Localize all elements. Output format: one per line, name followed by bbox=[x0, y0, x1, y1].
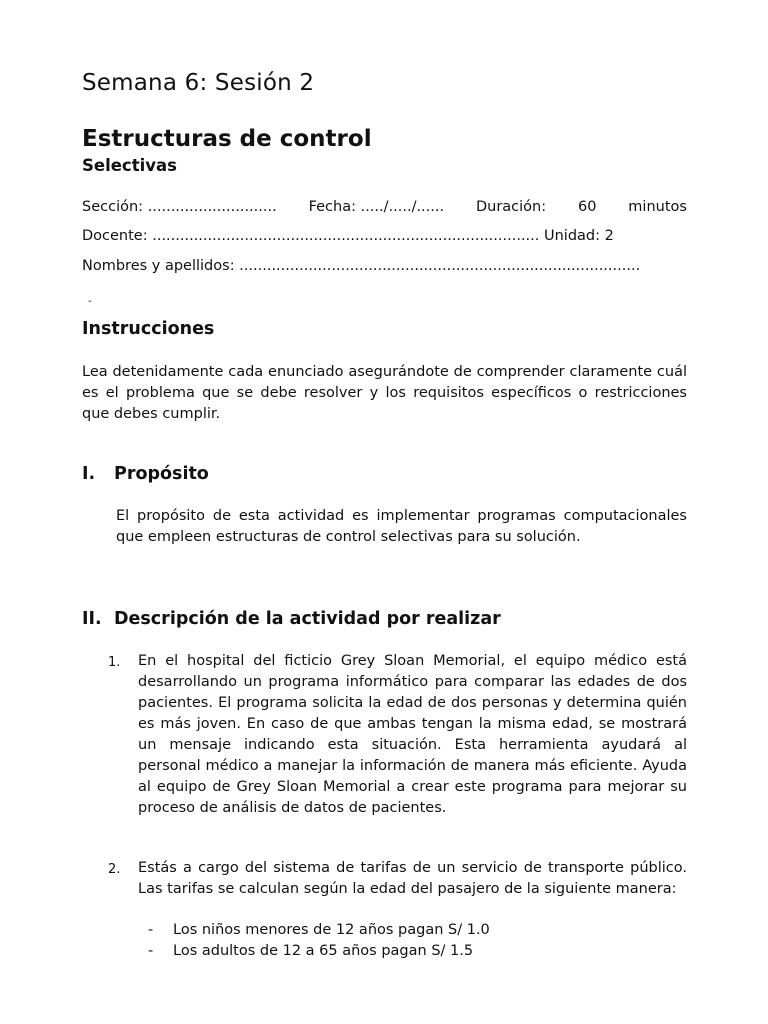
section-title: Descripción de la actividad por realizar bbox=[114, 609, 501, 629]
section-number: II. bbox=[82, 609, 102, 629]
instructions-heading: Instrucciones bbox=[82, 319, 215, 339]
document-title: Estructuras de control bbox=[82, 126, 372, 152]
list-item-text: Estás a cargo del sistema de tarifas de un servicio de transporte público. Las tarifas se calculan según la edad del pasajero de la siguiente manera: bbox=[138, 860, 687, 897]
info-row-section-date-duration bbox=[82, 199, 687, 215]
bullet-item bbox=[148, 943, 473, 959]
bullet-text: Los adultos de 12 a 65 años pagan S/ 1.5 bbox=[173, 943, 474, 959]
purpose-text: El propósito de esta actividad es implementar programas computacionales que empleen estructuras de control selectivas para su solución. bbox=[116, 508, 687, 545]
bullet-item bbox=[148, 922, 490, 938]
bullet-text: Los niños menores de 12 años pagan S/ 1.0 bbox=[173, 922, 490, 938]
list-item-number: 2. bbox=[108, 862, 121, 877]
section-number: I. bbox=[82, 464, 96, 484]
instructions-text: Lea detenidamente cada enunciado asegurándote de comprender claramente cuál es el problema que se debe resolver y los requisitos específicos o restricciones que debes cumplir. bbox=[82, 364, 687, 422]
stray-mark: - bbox=[88, 296, 92, 307]
section-title: Propósito bbox=[114, 464, 209, 484]
week-session-heading: Semana 6: Sesión 2 bbox=[82, 70, 315, 96]
section-heading-activity bbox=[82, 609, 501, 629]
document-subtitle: Selectivas bbox=[82, 156, 177, 175]
section-field: Sección: ............................ bbox=[82, 199, 277, 215]
bullet-dash: - bbox=[148, 943, 154, 959]
duration-label: Duración: bbox=[475, 199, 547, 215]
list-item-number: 1. bbox=[108, 655, 121, 670]
date-field: Fecha: ...../...../...... bbox=[308, 199, 445, 215]
student-name-field: Nombres y apellidos: ....................................................................................... bbox=[82, 258, 641, 274]
duration-unit: minutos bbox=[628, 199, 687, 215]
teacher-unit-field: Docente: .................................................................................... Unidad: 2 bbox=[82, 228, 614, 244]
section-heading-purpose bbox=[82, 464, 209, 484]
duration-value: 60 bbox=[577, 199, 597, 215]
list-item-text: En el hospital del ficticio Grey Sloan Memorial, el equipo médico está desarrollando un programa informático para comparar las edades de dos pacientes. El programa solicita la edad de dos personas y determina quién es más joven. En caso de que ambas tengan la misma edad, se mostrará un mensaje indicando esta situación. Esta herramienta ayudará al personal médico a manejar la información de manera más eficiente. Ayuda al equipo de Grey Sloan Memorial a crear este programa para mejorar su proceso de análisis de datos de pacientes. bbox=[138, 653, 687, 816]
bullet-dash: - bbox=[148, 922, 154, 938]
